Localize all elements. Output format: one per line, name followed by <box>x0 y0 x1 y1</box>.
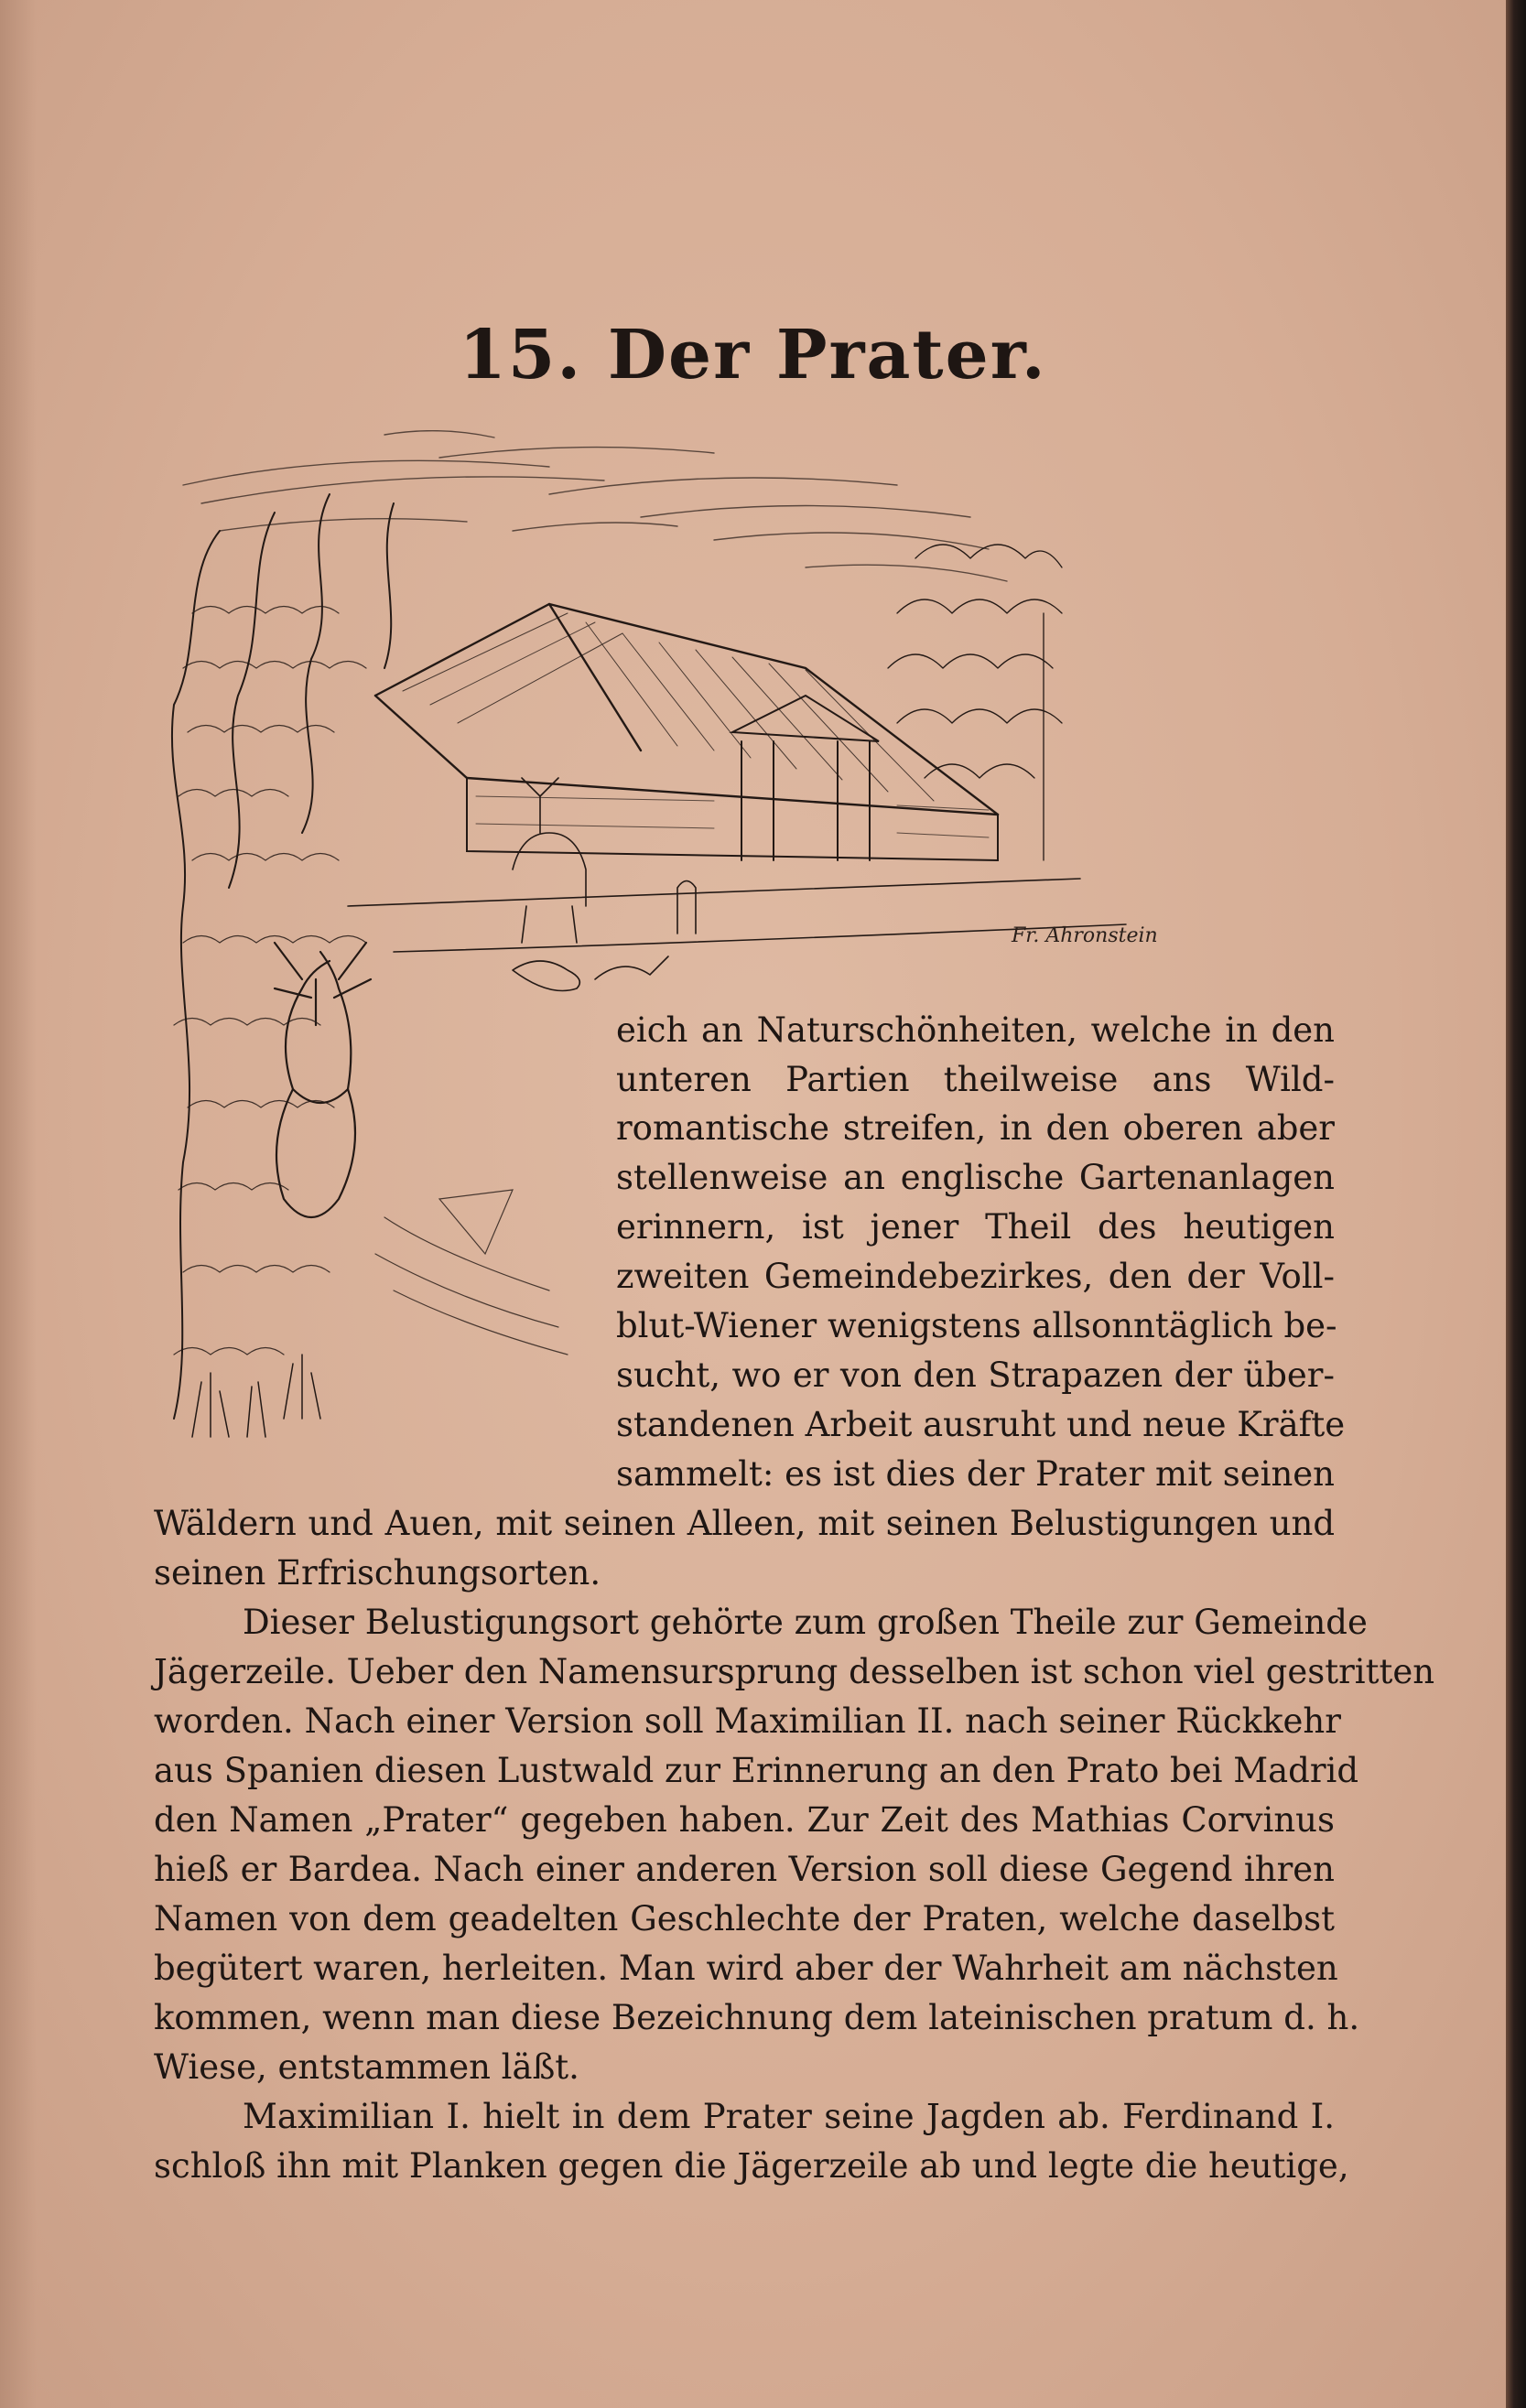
text-line: Dieser Belustigungsort gehörte zum großen Theile zur Gemeinde <box>243 1603 1368 1642</box>
text-line: Wäldern und Auen, mit seinen Alleen, mit seinen Belustigungen und <box>154 1504 1335 1543</box>
text-line: eich an Naturschönheiten, welche in den <box>616 1010 1335 1050</box>
text-line: unteren Partien theilweise ans Wild- <box>616 1060 1335 1099</box>
text-line: Jägerzeile. Ueber den Namensursprung desselben ist schon viel gestritten <box>154 1652 1435 1691</box>
text-line: standenen Arbeit ausruht und neue Kräfte <box>616 1405 1346 1444</box>
text-line: zweiten Gemeindebezirkes, den der Voll- <box>616 1257 1335 1296</box>
text-line: kommen, wenn man diese Bezeichnung dem lateinischen pratum d. h. <box>154 1998 1360 2037</box>
book-cover-edge <box>1506 0 1526 2408</box>
text-line: aus Spanien diesen Lustwald zur Erinnerung an den Prato bei Madrid <box>154 1751 1359 1790</box>
text-line: Namen von dem geadelten Geschlechte der Praten, welche daselbst <box>154 1899 1335 1938</box>
text-line: stellenweise an englische Gartenanlagen <box>616 1158 1335 1197</box>
text-line: begütert waren, herleiten. Man wird aber der Wahrheit am nächsten <box>154 1949 1338 1988</box>
text-line: Maximilian I. hielt in dem Prater seine Jagden ab. Ferdinand I. <box>243 2097 1335 2136</box>
text-line: sammelt: es ist dies der Prater mit seinen <box>616 1454 1335 1494</box>
text-line: worden. Nach einer Version soll Maximilian II. nach seiner Rückkehr <box>154 1701 1341 1741</box>
chapter-title: 15. Der Prater. <box>459 316 1047 394</box>
text-line: sucht, wo er von den Strapazen der über- <box>616 1355 1335 1395</box>
text-line: schloß ihn mit Planken gegen die Jägerzeile ab und legte die heutige, <box>154 2146 1349 2186</box>
text-line: blut-Wiener wenigstens allsonntäglich be- <box>616 1306 1337 1345</box>
text-line: hieß er Bardea. Nach einer anderen Version soll diese Gegend ihren <box>154 1850 1335 1889</box>
text-line: seinen Erfrischungsorten. <box>154 1553 601 1593</box>
text-line: Wiese, entstammen läßt. <box>154 2047 579 2087</box>
text-line: romantische streifen, in den oberen aber <box>616 1108 1335 1148</box>
text-line: erinnern, ist jener Theil des heutigen <box>616 1207 1335 1247</box>
text-line: den Namen „Prater“ gegeben haben. Zur Zeit des Mathias Corvinus <box>154 1800 1335 1840</box>
artist-signature: Fr. Ahronstein <box>1012 924 1158 947</box>
